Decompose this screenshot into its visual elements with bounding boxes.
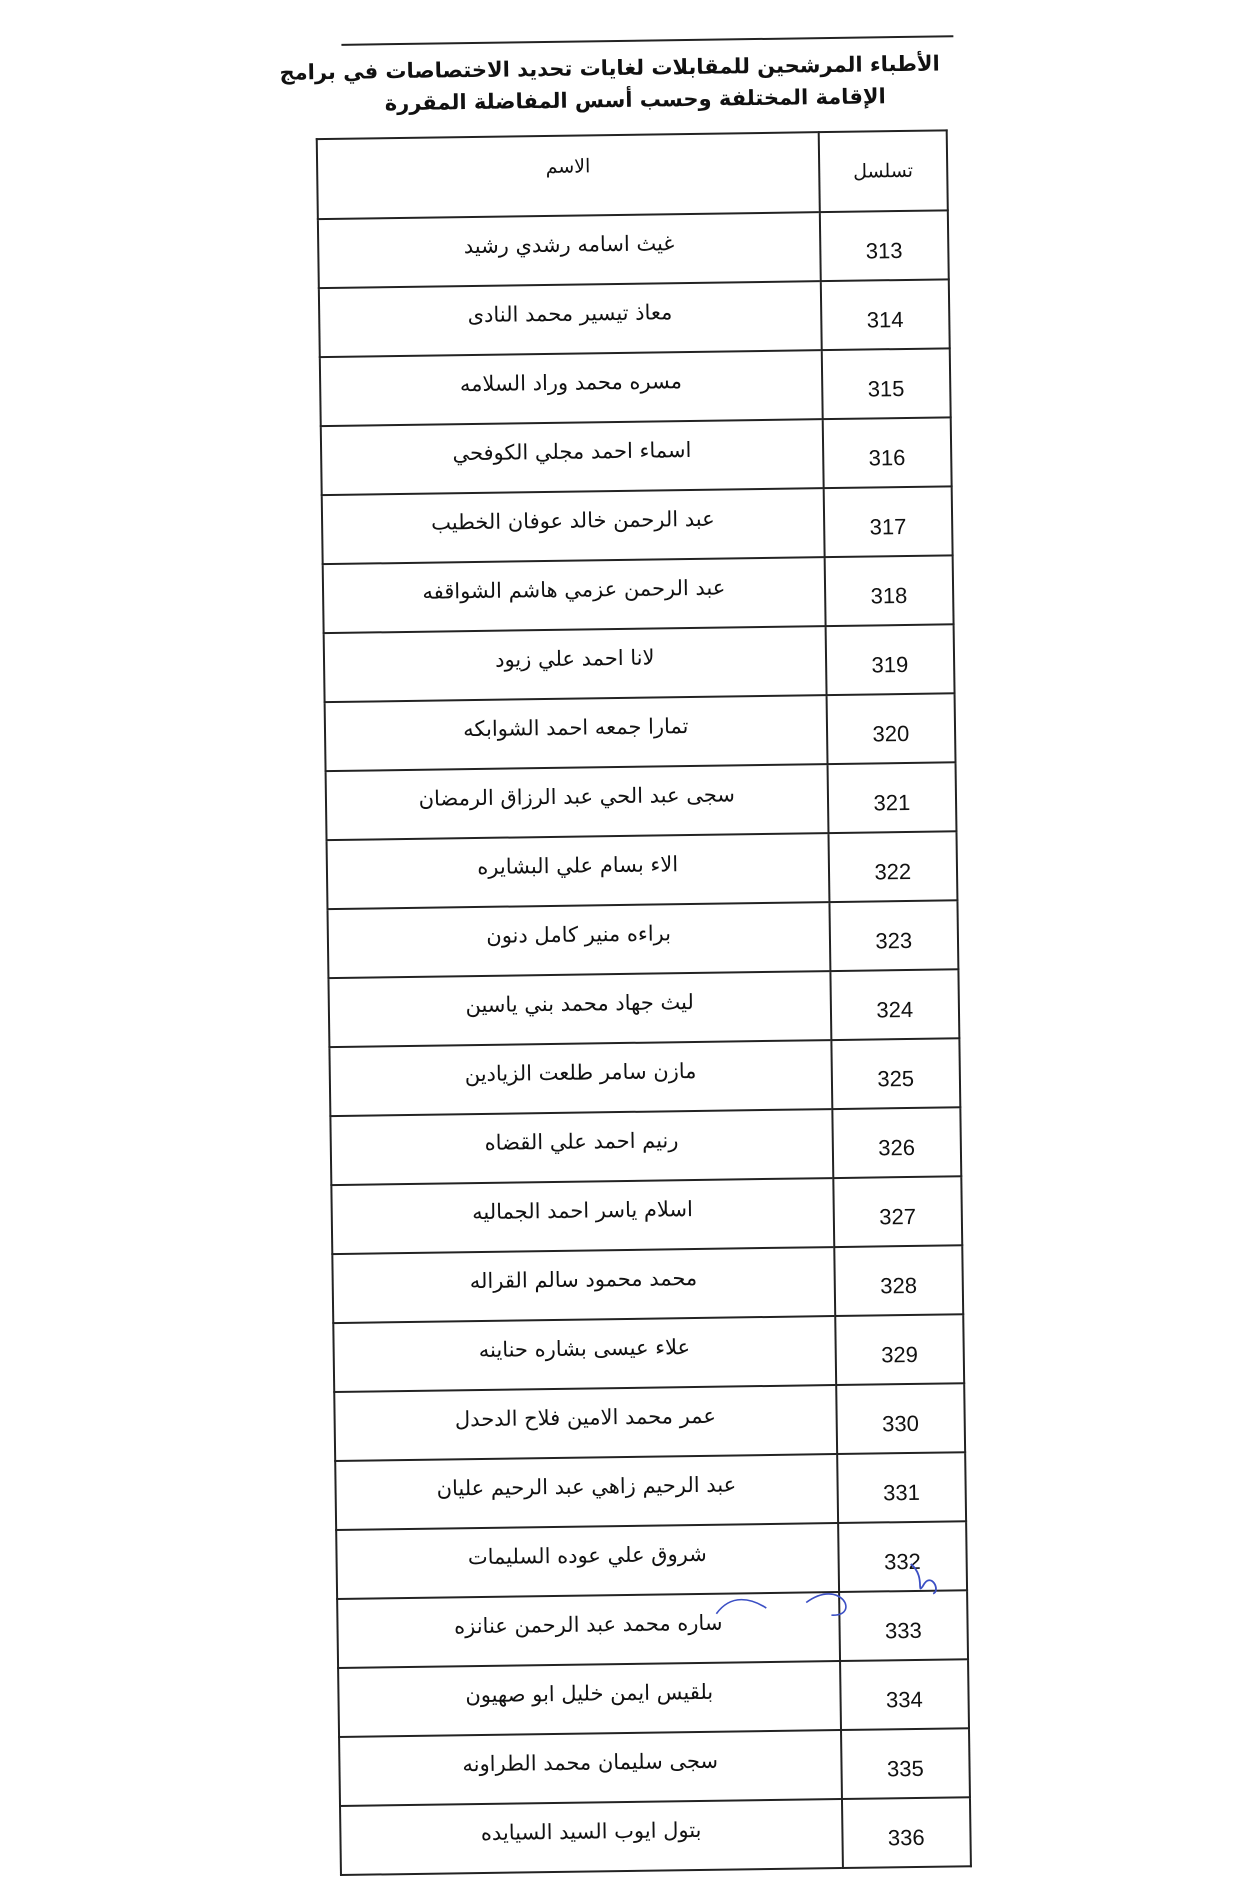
row-name: اسلام ياسر احمد الجماليه bbox=[331, 1178, 834, 1254]
row-name: عبد الرحمن عزمي هاشم الشواقفه bbox=[323, 557, 826, 633]
table-row bbox=[324, 624, 955, 702]
table-row bbox=[323, 555, 954, 633]
row-name: براءه منير كامل دنون bbox=[327, 902, 830, 978]
table-row bbox=[328, 969, 959, 1047]
table-row bbox=[333, 1314, 964, 1392]
row-name: بتول ايوب السيد السيايده bbox=[340, 1799, 843, 1875]
row-name: الاء بسام علي البشايره bbox=[327, 833, 830, 909]
row-name: عبد الرحمن خالد عوفان الخطيب bbox=[322, 488, 825, 564]
row-serial: 324 bbox=[830, 969, 959, 1040]
row-serial: 316 bbox=[822, 417, 951, 488]
table-row bbox=[318, 210, 949, 288]
table-row bbox=[330, 1107, 961, 1185]
table-row bbox=[335, 1452, 966, 1530]
table-body bbox=[318, 210, 971, 1875]
row-serial: 334 bbox=[840, 1659, 969, 1730]
row-serial: 322 bbox=[828, 831, 957, 902]
row-serial: 314 bbox=[820, 279, 949, 350]
document-title bbox=[279, 47, 941, 120]
row-name: لانا احمد علي زيود bbox=[324, 626, 827, 702]
header-serial: تسلسل bbox=[818, 130, 948, 212]
row-serial: 329 bbox=[835, 1314, 964, 1385]
table-row bbox=[340, 1797, 971, 1875]
table-row bbox=[331, 1176, 962, 1254]
table-row bbox=[329, 1038, 960, 1116]
row-serial: 318 bbox=[824, 555, 953, 626]
row-serial: 319 bbox=[825, 624, 954, 695]
table-row bbox=[327, 900, 958, 978]
table-row bbox=[334, 1383, 965, 1461]
row-name: معاذ تيسير محمد النادى bbox=[319, 281, 822, 357]
row-serial: 317 bbox=[823, 486, 952, 557]
row-name: عمر محمد الامين فلاح الدحدل bbox=[334, 1385, 837, 1461]
row-name: اسماء احمد مجلي الكوفحي bbox=[321, 419, 824, 495]
row-serial: 328 bbox=[834, 1245, 963, 1316]
row-name: ساره محمد عبد الرحمن عنانزه bbox=[337, 1592, 840, 1668]
row-serial: 332 bbox=[838, 1521, 967, 1592]
row-serial: 327 bbox=[833, 1176, 962, 1247]
row-name: غيث اسامه رشدي رشيد bbox=[318, 212, 821, 288]
row-name: رنيم احمد علي القضاه bbox=[330, 1109, 833, 1185]
row-name: تمارا جمعه احمد الشوابكه bbox=[325, 695, 828, 771]
row-serial: 325 bbox=[831, 1038, 960, 1109]
table-row bbox=[320, 348, 951, 426]
row-serial: 326 bbox=[832, 1107, 961, 1178]
header-name: الاسم bbox=[317, 132, 820, 219]
row-serial: 323 bbox=[829, 900, 958, 971]
table-row bbox=[339, 1728, 970, 1806]
table-row bbox=[322, 486, 953, 564]
table-header-row bbox=[317, 130, 948, 219]
row-serial: 335 bbox=[841, 1728, 970, 1799]
row-serial: 313 bbox=[819, 210, 948, 281]
row-name: بلقيس ايمن خليل ابو صهيون bbox=[338, 1661, 841, 1737]
row-name: مازن سامر طلعت الزيادين bbox=[329, 1040, 832, 1116]
row-serial: 336 bbox=[842, 1797, 971, 1868]
table-row bbox=[325, 693, 956, 771]
row-serial: 320 bbox=[826, 693, 955, 764]
table-row bbox=[332, 1245, 963, 1323]
row-name: عبد الرحيم زاهي عبد الرحيم عليان bbox=[335, 1454, 838, 1530]
row-serial: 331 bbox=[837, 1452, 966, 1523]
title-line-1: الأطباء المرشحين للمقابلات لغايات تحديد الاختصاصات في برامج bbox=[279, 51, 940, 85]
table-row bbox=[321, 417, 952, 495]
handwritten-mark bbox=[711, 1555, 1012, 1619]
row-name: محمد محمود سالم القراله bbox=[332, 1247, 835, 1323]
row-name: ليث جهاد محمد بني ياسين bbox=[328, 971, 831, 1047]
row-serial: 321 bbox=[827, 762, 956, 833]
row-serial: 333 bbox=[839, 1590, 968, 1661]
row-name: سجى عبد الحي عبد الرزاق الرمضان bbox=[326, 764, 829, 840]
table-row bbox=[338, 1659, 969, 1737]
row-name: شروق علي عوده السليمات bbox=[336, 1523, 839, 1599]
top-rule bbox=[341, 35, 953, 46]
row-serial: 315 bbox=[821, 348, 950, 419]
title-line-2: الإقامة المختلفة وحسب أسس المفاضلة المقررة bbox=[384, 84, 886, 116]
table-row bbox=[327, 831, 958, 909]
row-name: سجى سليمان محمد الطراونه bbox=[339, 1730, 842, 1806]
row-serial: 330 bbox=[836, 1383, 965, 1454]
row-name: علاء عيسى بشاره حناينه bbox=[333, 1316, 836, 1392]
table-row bbox=[326, 762, 957, 840]
row-name: مسره محمد وراد السلامه bbox=[320, 350, 823, 426]
table-row bbox=[319, 279, 950, 357]
